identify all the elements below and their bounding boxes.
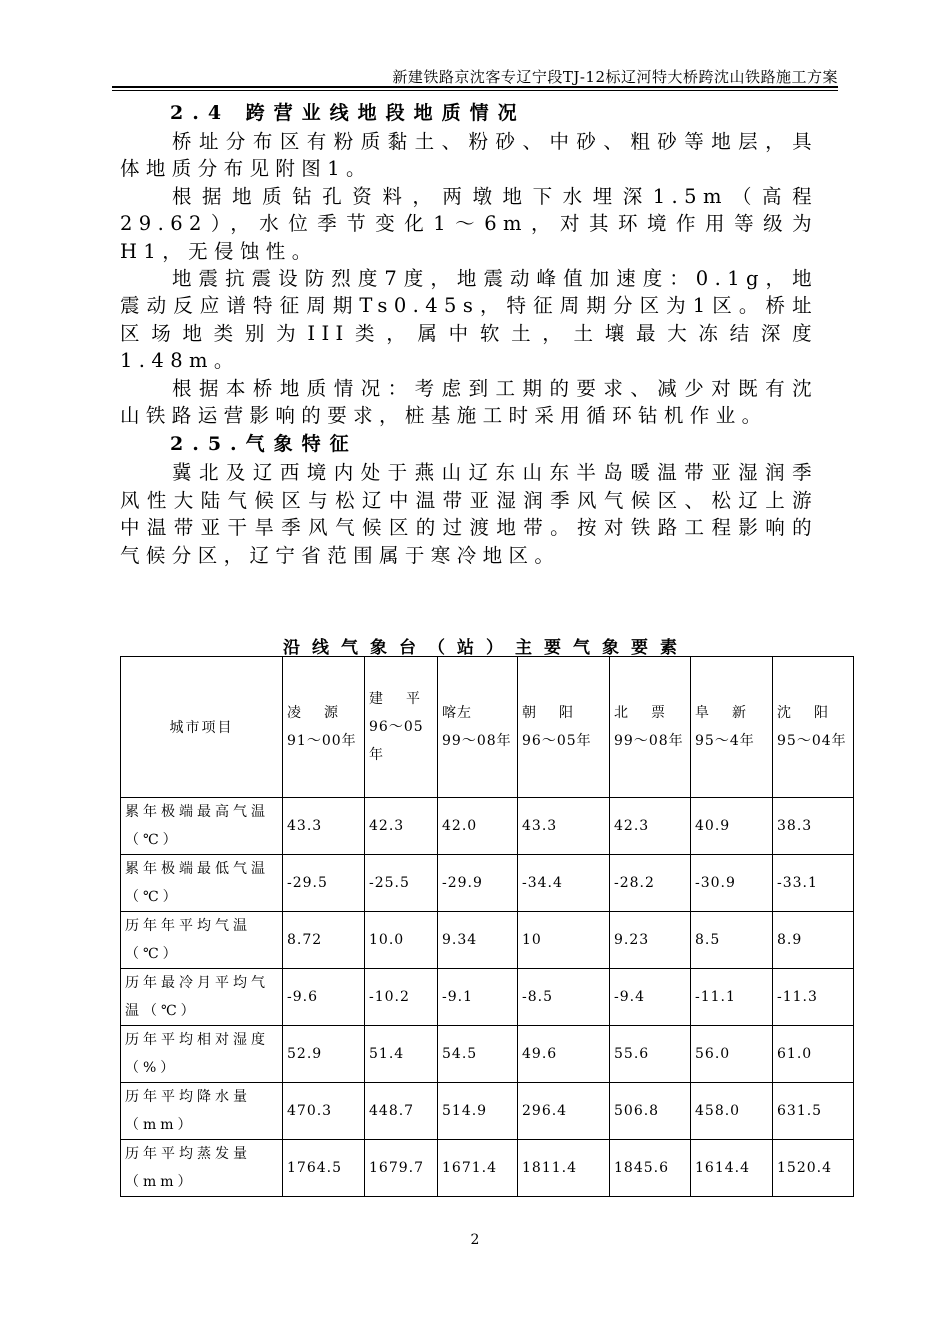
- header-title: 新建铁路京沈客专辽宁段TJ-12标辽河特大桥跨沈山铁路施工方案: [392, 68, 838, 86]
- table-cell: 42.3: [610, 798, 691, 855]
- section-2-4-paragraph-1: 桥址分布区有粉质黏土、粉砂、中砂、粗砂等地层，具体地质分布见附图1。: [120, 130, 818, 181]
- city-name: 凌源: [287, 705, 339, 721]
- column-header: [518, 657, 610, 798]
- table-cell: 8.72: [283, 912, 365, 969]
- table-row: [121, 1083, 854, 1140]
- table-cell: 56.0: [691, 1026, 773, 1083]
- table-cell: -9.1: [438, 969, 518, 1026]
- page-number: 2: [470, 1232, 480, 1248]
- table-cell: 52.9: [283, 1026, 365, 1083]
- table-cell: 38.3: [773, 798, 854, 855]
- table-row: [121, 912, 854, 969]
- city-period: 96～05年: [369, 719, 424, 763]
- table-cell: -30.9: [691, 855, 773, 912]
- city-period: 95～04年: [777, 733, 847, 749]
- row-label: 累年极端最低气温（℃）: [121, 855, 283, 912]
- row-label: 历年平均蒸发量（mm）: [121, 1140, 283, 1197]
- weather-table: [120, 656, 854, 1197]
- table-cell: -34.4: [518, 855, 610, 912]
- city-period: 99～08年: [442, 733, 512, 749]
- table-cell: 470.3: [283, 1083, 365, 1140]
- table-cell: 43.3: [518, 798, 610, 855]
- table-cell: 43.3: [283, 798, 365, 855]
- table-cell: 1679.7: [365, 1140, 438, 1197]
- column-header: [773, 657, 854, 798]
- header-rule-thin: [112, 90, 838, 91]
- table-cell: 458.0: [691, 1083, 773, 1140]
- table-row: [121, 969, 854, 1026]
- table-cell: 61.0: [773, 1026, 854, 1083]
- table-cell: 1520.4: [773, 1140, 854, 1197]
- table-cell: -11.3: [773, 969, 854, 1026]
- table-cell: 54.5: [438, 1026, 518, 1083]
- table-row: [121, 855, 854, 912]
- column-header: [283, 657, 365, 798]
- table-cell: 1811.4: [518, 1140, 610, 1197]
- table-cell: 9.23: [610, 912, 691, 969]
- table-cell: 51.4: [365, 1026, 438, 1083]
- table-cell: 8.9: [773, 912, 854, 969]
- table-row: [121, 1026, 854, 1083]
- city-period: 99～08年: [614, 733, 684, 749]
- table-row: [121, 798, 854, 855]
- body-content: [120, 98, 818, 569]
- section-2-4-paragraph-3: 地震抗震设防烈度7度，地震动峰值加速度：0.1g，地震动反应谱特征周期Ts0.45s，特征周期分区为1区。桥址区场地类别为III类，属中软土，土壤最大冻结深度1.48m。: [120, 267, 818, 373]
- section-2-4-heading: 2.4 跨营业线地段地质情况: [170, 102, 526, 124]
- city-name: 建平: [369, 691, 421, 707]
- table-cell: -29.5: [283, 855, 365, 912]
- table-cell: 42.3: [365, 798, 438, 855]
- column-header: [365, 657, 438, 798]
- row-label: 累年极端最高气温（℃）: [121, 798, 283, 855]
- city-name: 北票: [614, 705, 666, 721]
- city-name: 朝阳: [522, 705, 574, 721]
- table-cell: 55.6: [610, 1026, 691, 1083]
- table-cell: 631.5: [773, 1083, 854, 1140]
- table-cell: 448.7: [365, 1083, 438, 1140]
- table-corner-label: 城市项目: [121, 657, 283, 798]
- column-header: [438, 657, 518, 798]
- table-cell: 296.4: [518, 1083, 610, 1140]
- city-period: 96～05年: [522, 733, 592, 749]
- table-cell: 1845.6: [610, 1140, 691, 1197]
- header-rule: [112, 86, 838, 88]
- table-cell: 1614.4: [691, 1140, 773, 1197]
- table-cell: 1671.4: [438, 1140, 518, 1197]
- section-2-5-paragraph-1: 冀北及辽西境内处于燕山辽东山东半岛暖温带亚湿润季风性大陆气候区与松辽中温带亚湿润季风气候区、松辽上游中温带亚干旱季风气候区的过渡地带。按对铁路工程影响的气候分区，辽宁省范围属于寒冷地区。: [120, 461, 818, 567]
- table-cell: 8.5: [691, 912, 773, 969]
- table-cell: -9.4: [610, 969, 691, 1026]
- city-name: 沈阳: [777, 705, 829, 721]
- table-header-row: [121, 657, 854, 798]
- table-cell: -33.1: [773, 855, 854, 912]
- table-cell: -9.6: [283, 969, 365, 1026]
- column-header: [691, 657, 773, 798]
- section-2-4-paragraph-2: 根据地质钻孔资料，两墩地下水埋深1.5m（高程29.62），水位季节变化1～6m，对其环境作用等级为H1，无侵蚀性。: [120, 184, 818, 263]
- table-cell: -10.2: [365, 969, 438, 1026]
- row-label: 历年最冷月平均气温（℃）: [121, 969, 283, 1026]
- row-label: 历年平均相对湿度（%）: [121, 1026, 283, 1083]
- table-cell: 40.9: [691, 798, 773, 855]
- section-2-5-heading: 2.5.气象特征: [170, 433, 358, 456]
- table-cell: 49.6: [518, 1026, 610, 1083]
- table-cell: 1764.5: [283, 1140, 365, 1197]
- section-2-4-paragraph-4: 根据本桥地质情况：考虑到工期的要求、减少对既有沈山铁路运营影响的要求，桩基施工时采用循环钻机作业。: [120, 376, 818, 428]
- table-cell: -11.1: [691, 969, 773, 1026]
- table-cell: -28.2: [610, 855, 691, 912]
- table-caption: 沿线气象台（站）主要气象要素: [283, 638, 689, 658]
- page-header: [112, 64, 838, 90]
- table-cell: 10.0: [365, 912, 438, 969]
- table-cell: 9.34: [438, 912, 518, 969]
- table-cell: -25.5: [365, 855, 438, 912]
- row-label: 历年平均降水量（mm）: [121, 1083, 283, 1140]
- table-cell: -29.9: [438, 855, 518, 912]
- city-name: 喀左: [442, 705, 472, 721]
- row-label: 历年年平均气温（℃）: [121, 912, 283, 969]
- column-header: [610, 657, 691, 798]
- table-cell: 10: [518, 912, 610, 969]
- table-cell: 506.8: [610, 1083, 691, 1140]
- city-period: 91～00年: [287, 733, 357, 749]
- table-row: [121, 1140, 854, 1197]
- city-period: 95～4年: [695, 733, 755, 749]
- city-name: 阜新: [695, 705, 747, 721]
- table-cell: 42.0: [438, 798, 518, 855]
- table-cell: 514.9: [438, 1083, 518, 1140]
- table-cell: -8.5: [518, 969, 610, 1026]
